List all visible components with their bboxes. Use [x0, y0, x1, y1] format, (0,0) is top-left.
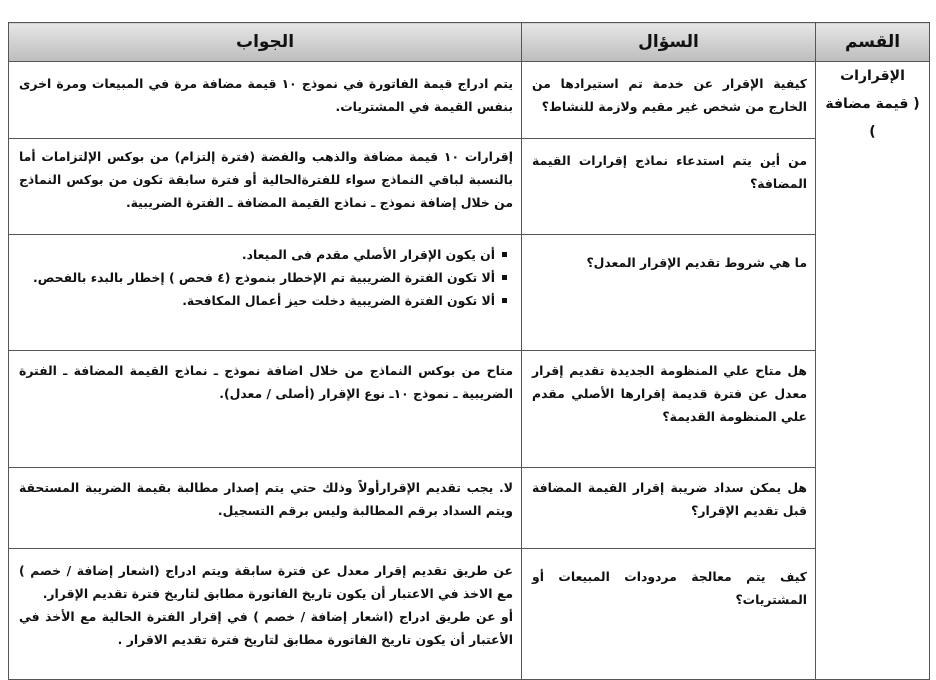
header-section: القسم — [816, 23, 930, 62]
faq-table — [8, 22, 930, 680]
answer-cell — [9, 235, 522, 351]
question-cell: كيف يتم معالجة مردودات المبيعات أو المشتريات؟ — [522, 549, 816, 680]
answer-bullet-item: أن يكون الإقرار الأصلي مقدم فى الميعاد. — [19, 243, 513, 266]
answer-cell — [9, 549, 522, 680]
answer-paragraph: أو عن طريق ادراج (اشعار إضافة / خصم ) في إقرار الفترة الحالية مع الأخذ في الأعتبار أن يكون تاريخ الفاتورة مطابق لتاريخ فترة تقديم الاقرار . — [19, 609, 513, 647]
header-question: السؤال — [522, 23, 816, 62]
table-row — [9, 468, 930, 549]
question-cell: ما هي شروط تقديم الإقرار المعدل؟ — [522, 235, 816, 351]
section-subtitle: ( قيمة مضافة ) — [825, 96, 920, 140]
table-row — [9, 351, 930, 468]
answer-paragraph: عن طريق تقديم إقرار معدل عن فترة سابقة ويتم ادراج (اشعار إضافة / خصم ) مع الاخذ في الاعتبار أن يكون تاريخ الفاتورة مطابق لتاريخ فترة تقديم الإقرار. — [19, 563, 513, 601]
answer-cell: يتم ادراج قيمة الفاتورة في نموذج ١٠ قيمة مضافة مرة في المبيعات ومرة اخرى بنفس القيمة في المشتريات. — [9, 62, 522, 139]
answer-cell: إقرارات ١٠ قيمة مضافة والذهب والفضة (فترة إلتزام) من بوكس الإلتزامات أما بالنسبة لباقي النماذج سواء للفترةالحالية أو فترة سابقة تكون من بوكس النماذج من خلال إضافة نموذج ـ نماذج القيمة المضافة ـ الفترة الضريبية. — [9, 139, 522, 235]
table-row — [9, 549, 930, 680]
question-cell: هل متاح علي المنظومة الجديدة تقديم إقرار معدل عن فترة قديمة إقرارها الأصلي مقدم علي المنظومة القديمة؟ — [522, 351, 816, 468]
answer-cell: متاح من بوكس النماذج من خلال اضافة نموذج ـ نماذج القيمة المضافة ـ الفترة الضريبية ـ نموذج ١٠ـ نوع الإقرار (أصلى / معدل). — [9, 351, 522, 468]
answer-cell: لا. يجب تقديم الإقرارأولاً وذلك حتي يتم إصدار مطالبة بقيمة الضريبة المستحقة ويتم السداد برقم المطالبة وليس برقم التسجيل. — [9, 468, 522, 549]
header-row — [9, 23, 930, 62]
answer-bullet-item: ألا تكون الفترة الضريبية دخلت حيز أعمال المكافحة. — [19, 289, 513, 312]
section-cell — [816, 62, 930, 680]
question-cell: كيفية الإقرار عن خدمة تم استيرادها من الخارج من شخص غير مقيم ولازمة للنشاط؟ — [522, 62, 816, 139]
question-cell: هل يمكن سداد ضريبة إقرار القيمة المضافة قبل تقديم الإقرار؟ — [522, 468, 816, 549]
header-answer: الجواب — [9, 23, 522, 62]
question-cell: من أين يتم استدعاء نماذج إقرارات القيمة المضافة؟ — [522, 139, 816, 235]
answer-bullet-item: ألا تكون الفترة الضريبية تم الإخطار بنموذج (٤ فحص ) إخطار بالبدء بالفحص. — [19, 266, 513, 289]
answer-bullet-list — [19, 243, 513, 312]
section-title: الإقرارات — [840, 68, 905, 84]
table-row — [9, 62, 930, 139]
table-row — [9, 235, 930, 351]
table-row — [9, 139, 930, 235]
